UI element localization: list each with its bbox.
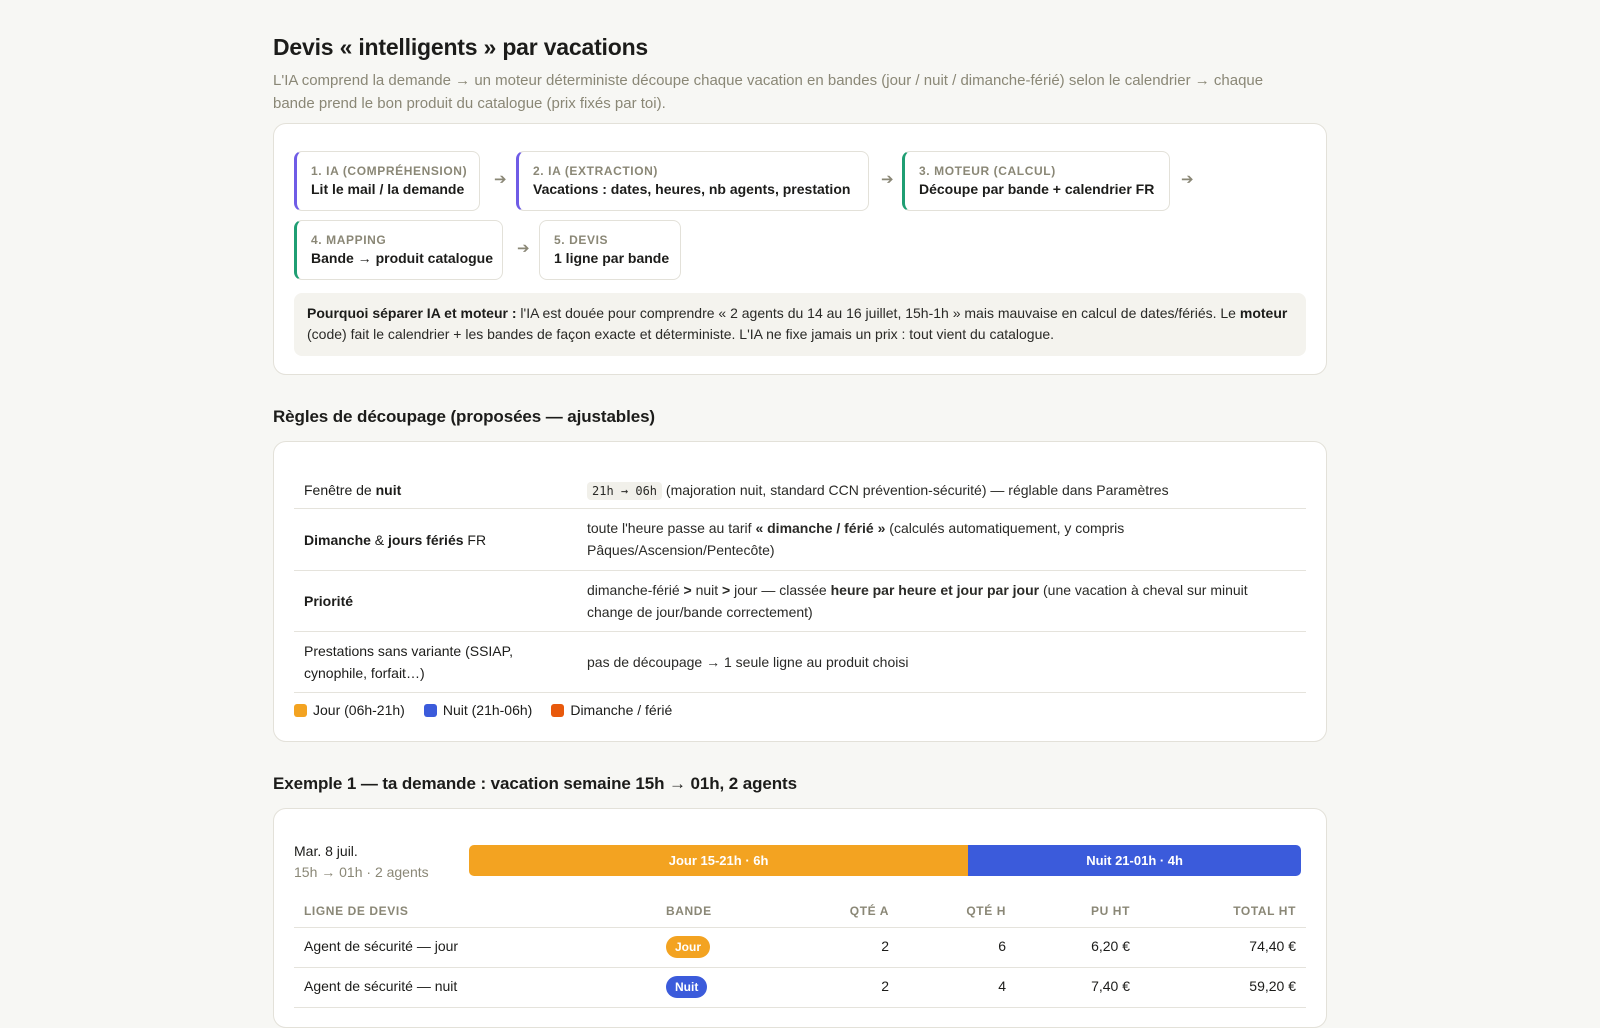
rule-key-text: Fenêtre de [304, 482, 376, 498]
row-total: 59,20 € [1249, 978, 1296, 994]
rule-value-strong: « dimanche / férié » [755, 520, 886, 536]
table-row [294, 968, 1306, 1008]
rules-heading: Règles de découpage (proposées — ajustables) [273, 407, 655, 426]
rule-value-text: (calculés automatiquement, y compris Pâques/Ascension/Pentecôte) [587, 520, 1125, 558]
example-heading: Exemple 1 — ta demande : vacation semaine 15h → 01h, 2 agents [273, 774, 797, 793]
legend-label: Nuit (21h-06h) [442, 702, 533, 718]
rule-value-text: toute l'heure passe au tarif [587, 520, 756, 536]
row-unit-price: 7,40 € [1091, 978, 1130, 994]
col-qty-hours: QTÉ H [966, 904, 1006, 918]
col-total: TOTAL HT [1233, 904, 1296, 918]
step-label: 2. IA (EXTRACTION) [533, 164, 659, 178]
rule-value-text: (une vacation à cheval sur minuit change de jour/bande correctement) [587, 582, 1248, 620]
step-label: 5. DEVIS [554, 233, 609, 247]
page-subtitle: L'IA comprend la demande → un moteur déterministe découpe chaque vacation en bandes (jour / nuit / dimanche-férié) selon le calendrier → chaque bande prend le bon produit du catalogue (prix fixés par toi). [273, 72, 1264, 112]
legend-item-sunday [551, 702, 672, 718]
row-qty-agents: 2 [881, 978, 889, 994]
rule-value-text: (majoration nuit, standard CCN prévention-sécurité) — réglable dans Paramètres [662, 482, 1169, 498]
step-value: Bande → produit catalogue [311, 250, 494, 266]
row-qty-agents: 2 [881, 938, 889, 954]
band-segment-day: Jour 15-21h · 6h [469, 845, 968, 876]
quote-table-header [294, 904, 1306, 928]
pipeline-note [294, 293, 1306, 356]
rule-value [587, 579, 1287, 623]
pipeline-card [273, 123, 1327, 375]
rule-key-text: & [370, 532, 389, 548]
rule-sunday-holidays [294, 509, 1306, 571]
vacation-summary: 15h → 01h · 2 agents [294, 864, 429, 880]
step-label: 4. MAPPING [311, 233, 387, 247]
row-line: Agent de sécurité — nuit [304, 978, 458, 994]
legend-swatch [551, 704, 564, 717]
rule-value [587, 479, 1287, 502]
legend-swatch [424, 704, 437, 717]
step-label: 1. IA (COMPRÉHENSION) [311, 164, 468, 178]
legend-item-day [294, 702, 405, 718]
col-unit-price: PU HT [1091, 904, 1130, 918]
arrow-icon: ➔ [494, 171, 507, 188]
rule-key-strong: jours fériés [388, 532, 464, 548]
step-value: Découpe par bande + calendrier FR [919, 181, 1155, 197]
note-strong-engine: moteur [1239, 305, 1288, 321]
rule-value [587, 517, 1287, 561]
pipeline-step-extraction [516, 151, 869, 211]
rule-key [304, 590, 574, 612]
step-value: Lit le mail / la demande [311, 181, 465, 197]
row-unit-price: 6,20 € [1091, 938, 1130, 954]
col-qty-agents: QTÉ A [849, 904, 889, 918]
rule-key-strong: Dimanche [304, 532, 371, 548]
example-card [273, 808, 1327, 1028]
rule-key [304, 529, 574, 551]
row-qty-hours: 6 [998, 938, 1006, 954]
rule-value-strong: > [722, 582, 731, 598]
rule-value-text: nuit [691, 582, 723, 598]
page-title: Devis « intelligents » par vacations [273, 34, 649, 60]
note-strong-why: Pourquoi séparer IA et moteur : [307, 305, 517, 321]
rule-value-text: jour — classée [730, 582, 831, 598]
legend-swatch [294, 704, 307, 717]
rule-key: Prestations sans variante (SSIAP, cynophile, forfait…) [304, 643, 514, 681]
legend-item-night [424, 702, 533, 718]
rule-key-strong: Priorité [304, 593, 354, 609]
band-timeline-bar [469, 845, 1301, 876]
table-row [294, 928, 1306, 968]
step-label: 3. MOTEUR (CALCUL) [919, 164, 1056, 178]
rules-card [273, 441, 1327, 742]
band-segment-night: Nuit 21-01h · 4h [968, 845, 1301, 876]
rule-priority [294, 571, 1306, 632]
note-text-end: (code) fait le calendrier + les bandes de façon exacte et déterministe. L'IA ne fixe jamais un prix : tout vient du catalogue. [307, 326, 1055, 342]
row-qty-hours: 4 [998, 978, 1006, 994]
rule-value-strong: heure par heure et jour par jour [830, 582, 1040, 598]
note-text: l'IA est douée pour comprendre « 2 agents du 14 au 16 juillet, 15h-1h » mais mauvaise en calcul de dates/fériés. Le [516, 305, 1240, 321]
vacation-info [294, 841, 429, 883]
rule-value: pas de découpage → 1 seule ligne au produit choisi [587, 654, 909, 670]
row-total: 74,40 € [1249, 938, 1296, 954]
rule-value-text: dimanche-férié [587, 582, 684, 598]
pipeline-step-mapping [294, 220, 503, 280]
arrow-icon: ➔ [881, 171, 894, 188]
pipeline-step-understanding [294, 151, 480, 211]
rule-key-strong: nuit [375, 482, 402, 498]
col-band: BANDE [666, 904, 712, 918]
pipeline-step-quote [539, 220, 681, 280]
night-window-code: 21h → 06h [587, 482, 662, 500]
legend-label: Jour (06h-21h) [313, 702, 405, 718]
rule-value-strong: > [683, 582, 692, 598]
band-badge: Nuit [666, 976, 707, 998]
band-legend [294, 702, 672, 718]
rule-night [294, 470, 1306, 509]
rule-no-variant [294, 632, 1306, 693]
vacation-date: Mar. 8 juil. [294, 843, 358, 859]
rule-key-text: FR [463, 532, 487, 548]
pipeline-step-engine [902, 151, 1170, 211]
row-line: Agent de sécurité — jour [304, 938, 459, 954]
rule-key [304, 479, 574, 501]
arrow-icon: ➔ [1181, 171, 1194, 188]
step-value: 1 ligne par bande [554, 250, 670, 266]
arrow-icon: ➔ [517, 240, 530, 257]
band-badge: Jour [666, 936, 710, 958]
legend-label: Dimanche / férié [570, 702, 673, 718]
col-line: LIGNE DE DEVIS [304, 904, 409, 918]
step-value: Vacations : dates, heures, nb agents, prestation [533, 181, 851, 197]
